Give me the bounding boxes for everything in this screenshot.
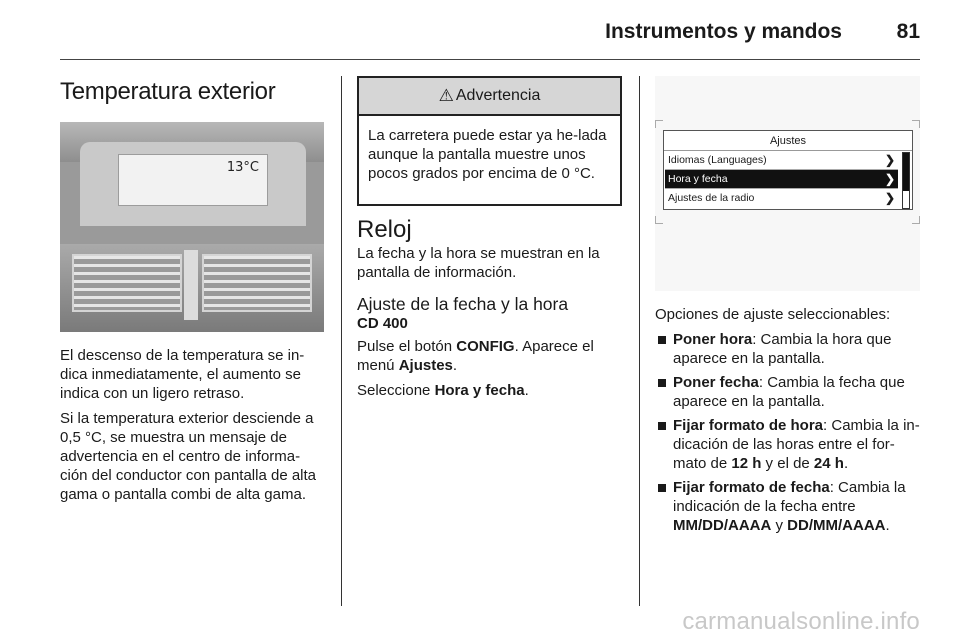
warning-heading: Advertencia <box>455 87 541 104</box>
warning-triangle-icon: ⚠ <box>438 86 454 105</box>
page-header <box>60 16 920 60</box>
scrollbar <box>902 152 910 209</box>
settings-menu-screenshot <box>655 76 920 291</box>
section-title-outside-temp: Temperatura exterior <box>60 78 276 105</box>
paragraph: La fecha y la hora se muestran en la pantalla de información. <box>357 245 600 281</box>
watermark: carmanualsonline.info <box>682 608 920 635</box>
menu-item-radio-settings: Ajustes de la radio ❯ <box>665 189 898 208</box>
air-vent <box>72 254 182 312</box>
column-divider <box>639 76 640 606</box>
paragraph: Pulse el botón CONFIG. Aparece el menú Ajustes. <box>357 338 594 374</box>
list-item: Poner fecha: Cambia la fecha que aparece en la pantalla. <box>655 373 920 411</box>
paragraph: Seleccione Hora y fecha. <box>357 382 529 399</box>
warning-text: La carretera puede estar ya he-lada aunque la pantalla muestre unos pocos grados por encima de 0 °C. <box>368 127 607 182</box>
paragraph: El descenso de la temperatura se in-dica inmediatamente, el aumento se indica con un ligero retraso. <box>60 347 305 402</box>
page-number: 81 <box>896 20 920 43</box>
menu-item-languages: Idiomas (Languages) ❯ <box>665 151 898 170</box>
list-item: Fijar formato de fecha: Cambia la indicación de la fecha entre MM/DD/AAAA y DD/MM/AAAA. <box>655 478 920 535</box>
display-temperature: 13°C <box>226 160 259 175</box>
list-item: Poner hora: Cambia la hora que aparece en la pantalla. <box>655 330 920 368</box>
column-right <box>655 76 920 535</box>
model-label: CD 400 <box>357 315 408 332</box>
column-divider <box>341 76 342 606</box>
chevron-right-icon: ❯ <box>884 172 895 186</box>
menu-item-time-date: Hora y fecha ❯ <box>665 170 898 189</box>
section-title-clock: Reloj <box>357 216 412 243</box>
dashboard-photo <box>60 122 324 332</box>
chevron-right-icon: ❯ <box>884 191 895 205</box>
air-vent <box>202 254 312 312</box>
chapter-title: Instrumentos y mandos <box>605 20 842 43</box>
column-left <box>60 76 324 504</box>
subsection-title: Ajuste de la fecha y la hora <box>357 294 569 314</box>
paragraph: Si la temperatura exterior desciende a 0,5 °C, se muestra un mensaje de advertencia en el centro de informa-ción del conductor con pantalla de alta gama o pantalla combi de alta gama. <box>60 410 317 503</box>
options-intro: Opciones de ajuste seleccionables: <box>655 306 891 323</box>
list-item: Fijar formato de hora: Cambia la in-dicación de las horas entre el for-mato de 12 h y el de 24 h. <box>655 416 920 473</box>
warning-box <box>357 76 622 206</box>
settings-panel <box>663 130 913 210</box>
options-list <box>655 330 920 535</box>
settings-panel-title: Ajustes <box>664 131 912 151</box>
chevron-right-icon: ❯ <box>884 153 895 167</box>
info-display <box>118 154 268 206</box>
column-middle <box>357 76 622 400</box>
